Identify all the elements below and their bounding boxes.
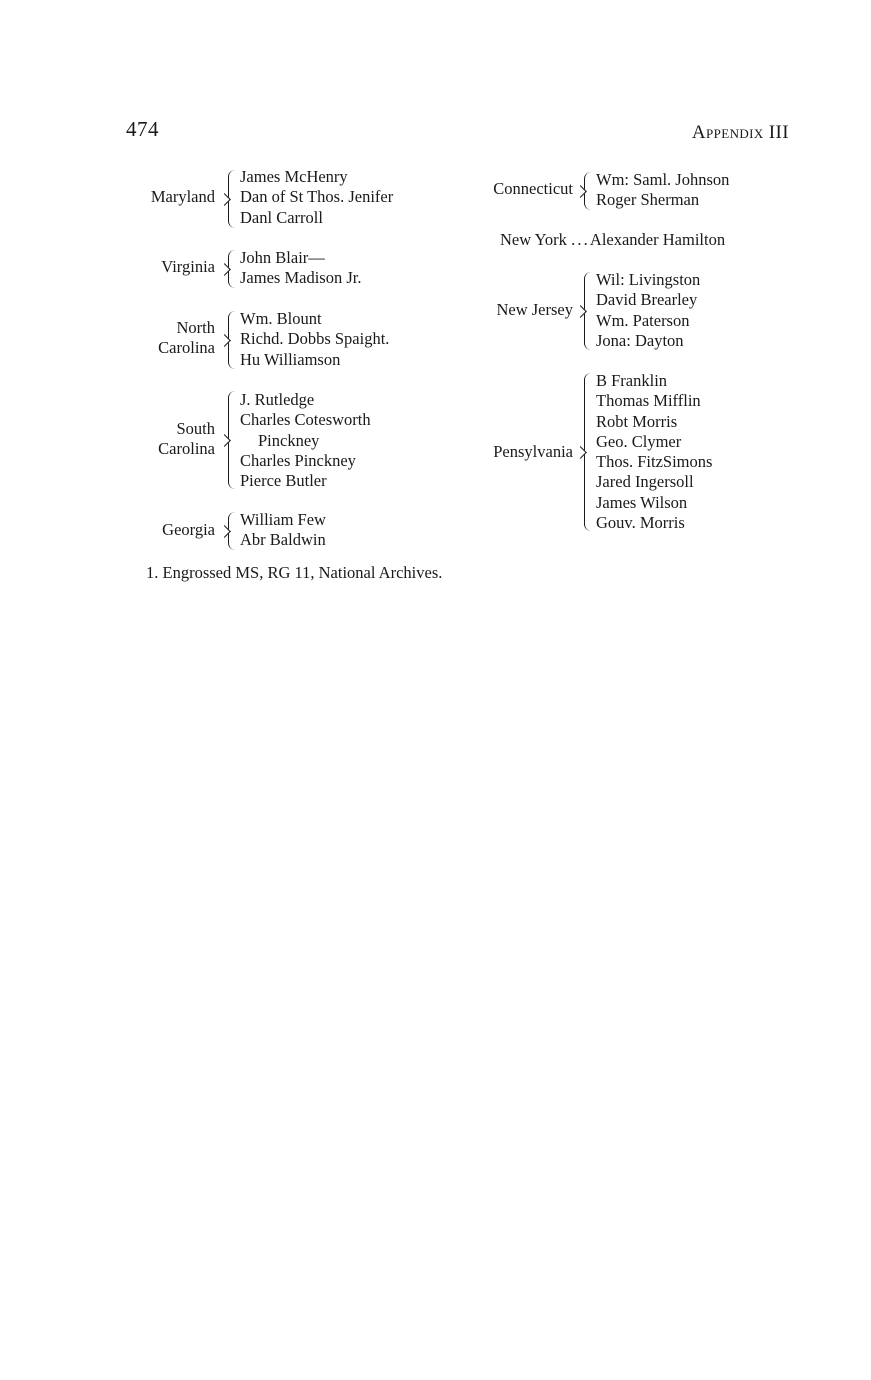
signer-list [596, 270, 700, 351]
signer-name: Jared Ingersoll [596, 472, 694, 492]
signer-name: Robt Morris [596, 411, 678, 431]
state-label-georgia: Georgia [162, 520, 215, 539]
signer-name: Dan of St Thos. Jenifer [240, 187, 394, 207]
signer-name: Wil: Livingston [596, 270, 701, 289]
signer-list [240, 167, 393, 228]
signer-name: Geo. Clymer [596, 431, 682, 451]
signer-name: Thomas Mifflin [596, 391, 701, 411]
state-label-virginia: Virginia [161, 257, 215, 276]
signer-name: James Wilson [596, 492, 688, 512]
brace [228, 311, 236, 369]
signer-name: Gouv. Morris [596, 513, 685, 533]
state-label-line: Carolina [158, 338, 215, 358]
signer-name: Jona: Dayton [596, 330, 684, 350]
signer-name: Roger Sherman [596, 190, 700, 210]
signer-name: Wm. Paterson [596, 310, 690, 330]
state-label-line: North [176, 318, 215, 337]
brace [584, 373, 592, 531]
brace [228, 170, 236, 228]
signer-list [596, 170, 729, 211]
page-number: 474 [126, 117, 159, 141]
signer-name: Abr Baldwin [240, 530, 326, 550]
state-label-line: South [176, 419, 215, 438]
signer-group-new-york [500, 230, 725, 250]
signer-name: Wm: Saml. Johnson [596, 170, 730, 189]
signer-list [596, 371, 712, 533]
signer-name: William Few [240, 510, 326, 529]
signer-name: James Madison Jr. [240, 268, 362, 288]
signer-name: Wm. Blount [240, 309, 322, 328]
brace [228, 512, 236, 550]
signer-name: Charles Cotesworth [240, 410, 371, 430]
signer-name: Thos. FitzSimons [596, 452, 713, 472]
running-head: Appendix III [691, 122, 789, 143]
signer-list [240, 510, 326, 551]
state-label-pennsylvania: Pensylvania [493, 442, 573, 461]
signer-name: Pinckney [258, 430, 320, 450]
signer-name: Hu Williamson [240, 349, 341, 369]
state-label-north-carolina [158, 318, 215, 359]
signer-list [240, 309, 389, 370]
state-label-line: Carolina [158, 439, 215, 459]
brace [228, 250, 236, 288]
state-label-connecticut: Connecticut [493, 179, 573, 198]
state-label-new-jersey: New Jersey [496, 300, 573, 319]
signer-name: David Brearley [596, 290, 698, 310]
signer-list [240, 248, 361, 289]
state-label-south-carolina [158, 419, 215, 460]
footnote: 1. Engrossed MS, RG 11, National Archives. [146, 563, 443, 582]
signer-name: Alexander Hamilton [589, 230, 726, 249]
dot-leader: . . . [571, 230, 587, 249]
brace [584, 272, 592, 350]
signer-name: Richd. Dobbs Spaight. [240, 329, 390, 349]
signer-name: James McHenry [240, 167, 348, 186]
state-label-maryland: Maryland [150, 187, 215, 206]
signer-name: B Franklin [596, 371, 668, 390]
state-label-new-york: New York [500, 230, 567, 249]
signer-name: Charles Pinckney [240, 450, 356, 470]
brace [584, 172, 592, 210]
signer-name: J. Rutledge [240, 390, 315, 409]
signer-name: John Blair— [240, 248, 325, 267]
signer-name: Danl Carroll [240, 207, 323, 227]
brace [228, 391, 236, 489]
signer-list [240, 390, 371, 491]
signer-name: Pierce Butler [240, 471, 327, 491]
